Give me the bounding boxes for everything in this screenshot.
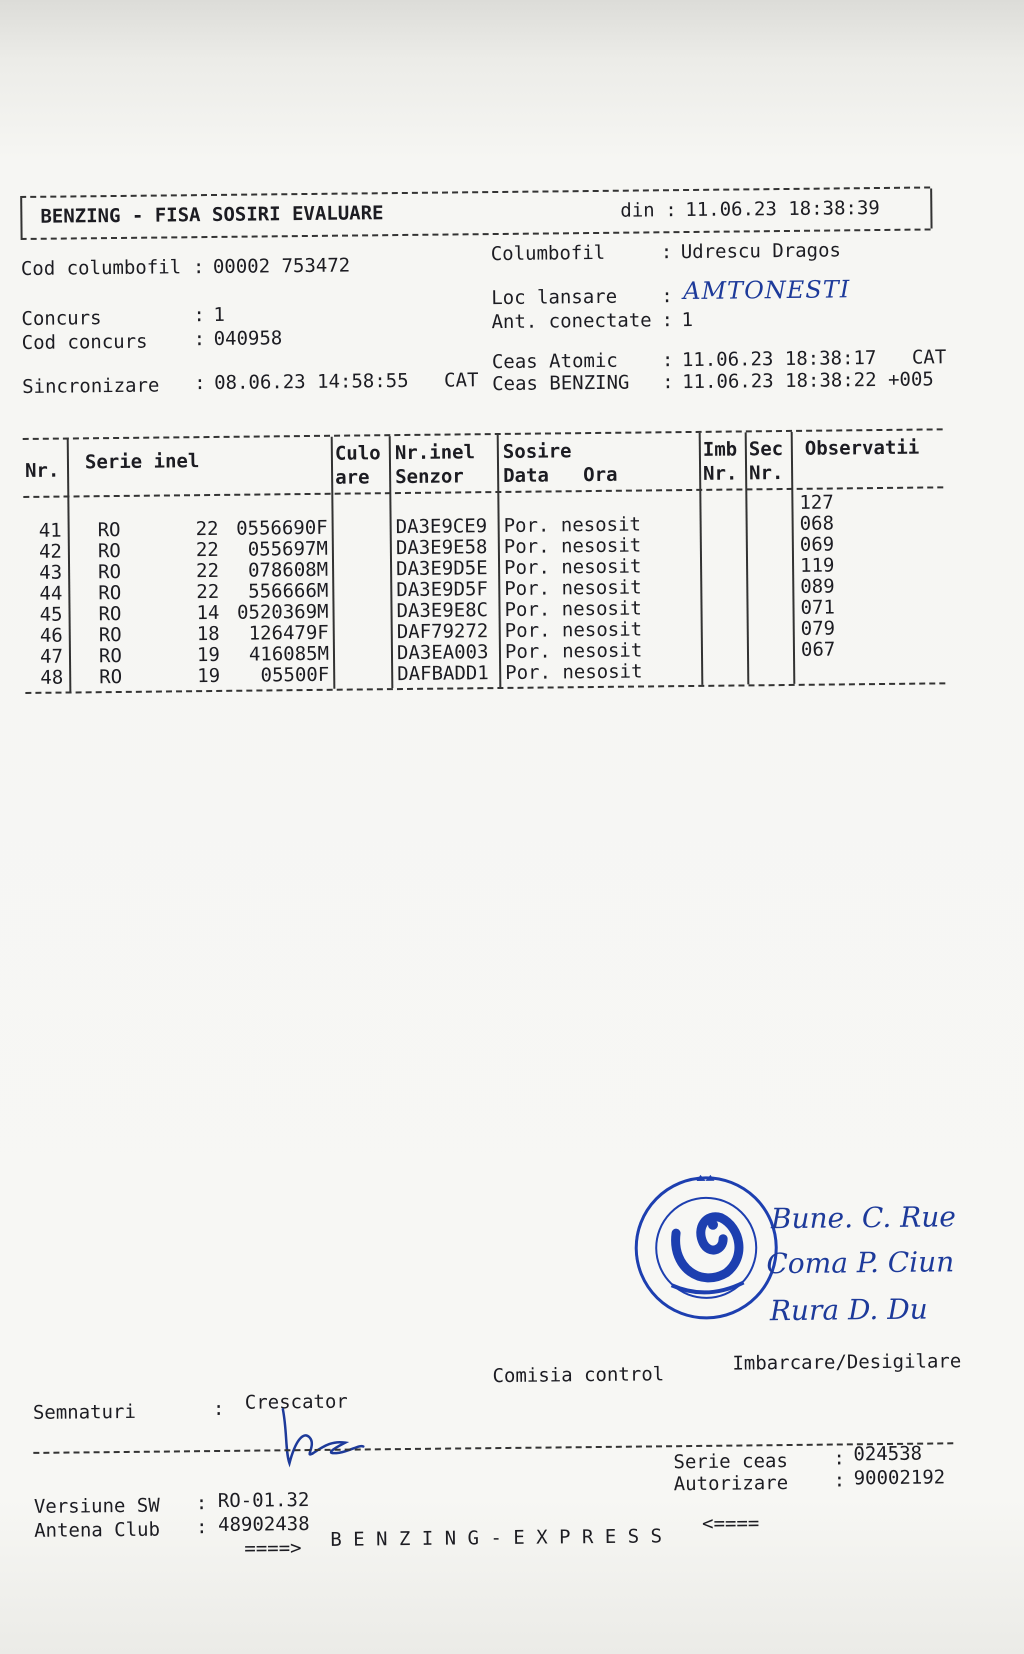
brand-arrow-left: ====> bbox=[244, 1537, 302, 1560]
document-title: BENZING - FISA SOSIRI EVALUARE bbox=[40, 202, 384, 228]
ant-conectate-label: Ant. conectate bbox=[491, 309, 652, 334]
header-culoare-2: are bbox=[335, 466, 370, 489]
breeder-signature-icon bbox=[263, 1400, 374, 1471]
cell-nr: 43 bbox=[39, 561, 63, 584]
header-sec-2: Nr. bbox=[748, 462, 784, 485]
cell-year: 19 bbox=[196, 643, 220, 667]
cell-year: 19 bbox=[197, 664, 221, 688]
cell-sosire: Por. nesosit bbox=[503, 534, 642, 558]
header-sosire-1: Sosire bbox=[502, 440, 572, 463]
cell-country: RO bbox=[98, 623, 122, 647]
serie-ceas-value: 024538 bbox=[853, 1442, 923, 1466]
cell-country: RO bbox=[98, 581, 122, 605]
cell-sosire: Por. nesosit bbox=[505, 660, 643, 684]
cell-sensor: DAFBADD1 bbox=[397, 662, 489, 686]
cell-year: 22 bbox=[196, 580, 220, 604]
autorizare-label: Autorizare bbox=[673, 1472, 789, 1496]
cell-observatii: 071 bbox=[800, 596, 835, 619]
cell-sensor: DA3E9CE9 bbox=[395, 515, 488, 539]
cell-ring: 055697M bbox=[247, 537, 328, 561]
cell-country: RO bbox=[98, 602, 122, 626]
header-nr-inel-1: Nr.inel bbox=[394, 441, 476, 465]
cell-ring: 0556690F bbox=[236, 516, 328, 540]
cell-observatii: 089 bbox=[800, 575, 835, 598]
sincronizare-timezone: CAT bbox=[444, 369, 479, 392]
cell-nr: 42 bbox=[38, 540, 63, 563]
concurs-value: 1 bbox=[213, 303, 225, 326]
cell-sosire: Por. nesosit bbox=[504, 618, 643, 642]
cell-sosire: Por. nesosit bbox=[504, 597, 642, 621]
cell-nr: 44 bbox=[39, 582, 63, 605]
cell-sensor: DA3E9D5F bbox=[396, 578, 488, 602]
federation-stamp bbox=[630, 1172, 782, 1324]
ceas-benzing-value: 11.06.23 18:38:22 +005 bbox=[682, 368, 934, 394]
din-separator: : bbox=[665, 199, 677, 222]
din-label: din bbox=[620, 199, 655, 222]
cod-concurs-separator: : bbox=[193, 328, 206, 351]
cod-columbofil-label: Cod columbofil bbox=[20, 256, 182, 280]
versiune-sw-separator: : bbox=[195, 1492, 208, 1515]
cell-sensor: DA3EA003 bbox=[396, 641, 489, 665]
comisia-control-label: Comisia control bbox=[492, 1363, 665, 1388]
versiune-sw-label: Versiune SW bbox=[33, 1494, 160, 1518]
cell-year: 14 bbox=[196, 601, 220, 625]
serie-ceas-label: Serie ceas bbox=[673, 1450, 788, 1474]
stamp-emblem-icon bbox=[630, 1172, 782, 1324]
cell-observatii: 068 bbox=[799, 512, 835, 535]
cell-nr: 41 bbox=[38, 519, 62, 542]
ceas-atomic-separator: : bbox=[661, 349, 674, 372]
cell-ring: 0520369M bbox=[236, 600, 329, 624]
header-left-edge bbox=[20, 198, 22, 238]
versiune-sw-value: RO-01.32 bbox=[217, 1489, 310, 1512]
ceas-atomic-value: 11.06.23 18:38:17 bbox=[681, 347, 877, 372]
header-serie-inel: Serie inel bbox=[84, 450, 200, 474]
cell-sensor: DA3E9E58 bbox=[395, 536, 488, 560]
cell-sosire: Por. nesosit bbox=[504, 576, 642, 600]
arrivals-table bbox=[23, 420, 946, 710]
header-imb-2: Nr. bbox=[702, 462, 738, 485]
cell-year: 22 bbox=[195, 559, 220, 583]
semnaturi-label: Semnaturi bbox=[32, 1400, 136, 1424]
ant-conectate-value: 1 bbox=[681, 308, 694, 332]
ceas-atomic-label: Ceas Atomic bbox=[491, 349, 618, 374]
cell-country: RO bbox=[97, 518, 121, 542]
brand-text: B E N Z I N G - E X P R E S S bbox=[330, 1525, 663, 1551]
imbarcare-label: Imbarcare/Desigilare bbox=[732, 1350, 962, 1375]
ceas-benzing-label: Ceas BENZING bbox=[492, 371, 630, 396]
ant-conectate-separator: : bbox=[661, 309, 674, 332]
header-observatii: Observatii bbox=[804, 436, 920, 460]
cell-observatii: 119 bbox=[799, 554, 835, 577]
autorizare-separator: : bbox=[833, 1469, 846, 1492]
header-right-edge bbox=[930, 188, 932, 228]
header-nr: Nr. bbox=[24, 459, 60, 482]
cell-country: RO bbox=[97, 560, 122, 584]
din-value: 11.06.23 18:38:39 bbox=[685, 196, 880, 222]
header-nr-inel-2: Senzor bbox=[395, 465, 464, 489]
semnaturi-separator: : bbox=[212, 1397, 225, 1421]
cell-ring: 078608M bbox=[247, 558, 329, 582]
cell-sosire: Por. nesosit bbox=[503, 555, 642, 579]
cod-columbofil-value: 00002 753472 bbox=[212, 254, 351, 278]
cell-nr: 48 bbox=[40, 666, 64, 689]
loc-lansare-separator: : bbox=[661, 285, 673, 308]
loc-lansare-handwritten: AMTONESTI bbox=[683, 275, 851, 306]
cell-country: RO bbox=[99, 665, 123, 689]
header-culoare-1: Culo bbox=[334, 442, 381, 465]
ceas-atomic-timezone: CAT bbox=[911, 346, 947, 369]
cell-country: RO bbox=[98, 644, 122, 668]
cell-nr: 46 bbox=[39, 624, 63, 647]
cell-observatii: 127 bbox=[799, 491, 834, 514]
cell-ring: 556666M bbox=[248, 579, 329, 603]
cell-sosire: Por. nesosit bbox=[504, 639, 643, 663]
header-imb-1: Imb bbox=[702, 438, 738, 461]
cod-columbofil-separator: : bbox=[192, 256, 205, 279]
commission-signature-2: Coma P. Ciun bbox=[766, 1245, 955, 1281]
cell-nr: 45 bbox=[39, 603, 63, 626]
commission-signature-1: Bune. C. Rue bbox=[770, 1200, 957, 1236]
cell-sensor: DAF79272 bbox=[396, 620, 489, 644]
cell-observatii: 079 bbox=[800, 617, 836, 640]
commission-signature-3: Rura D. Du bbox=[769, 1292, 928, 1328]
cell-nr: 47 bbox=[39, 645, 64, 668]
header-sosire-2: Data Ora bbox=[503, 463, 618, 487]
concurs-label: Concurs bbox=[21, 307, 102, 330]
cell-ring: 05500F bbox=[260, 663, 330, 687]
cell-observatii: 069 bbox=[799, 533, 835, 556]
brand-arrow-right: <==== bbox=[701, 1512, 760, 1535]
ceas-benzing-separator: : bbox=[662, 371, 674, 394]
cell-observatii: 067 bbox=[800, 638, 836, 661]
cell-sensor: DA3E9E8C bbox=[396, 599, 489, 623]
loc-lansare-label: Loc lansare bbox=[491, 285, 618, 310]
cell-ring: 126479F bbox=[248, 621, 329, 645]
antena-club-separator: : bbox=[196, 1516, 208, 1539]
cell-sosire: Por. nesosit bbox=[503, 513, 642, 537]
serie-ceas-separator: : bbox=[833, 1447, 846, 1470]
header-sec-1: Sec bbox=[748, 438, 784, 461]
cell-year: 22 bbox=[195, 517, 219, 541]
columbofil-label: Columbofil bbox=[490, 241, 606, 266]
antena-club-value: 48902438 bbox=[217, 1513, 310, 1536]
cell-sensor: DA3E9D5E bbox=[395, 557, 488, 581]
concurs-separator: : bbox=[193, 304, 205, 327]
cod-concurs-label: Cod concurs bbox=[21, 330, 148, 354]
autorizare-value: 90002192 bbox=[853, 1466, 946, 1490]
columbofil-separator: : bbox=[660, 241, 673, 264]
sincronizare-separator: : bbox=[194, 372, 206, 395]
cell-year: 22 bbox=[195, 538, 219, 562]
crescator-label: Crescator bbox=[244, 1390, 348, 1414]
cell-year: 18 bbox=[196, 622, 220, 646]
cod-concurs-value: 040958 bbox=[213, 327, 283, 350]
sincronizare-label: Sincronizare bbox=[22, 374, 160, 398]
cell-country: RO bbox=[97, 539, 121, 563]
antena-club-label: Antena Club bbox=[34, 1518, 161, 1542]
sincronizare-value: 08.06.23 14:58:55 bbox=[214, 369, 409, 394]
cell-ring: 416085M bbox=[248, 642, 330, 666]
columbofil-value: Udrescu Dragos bbox=[680, 239, 842, 264]
